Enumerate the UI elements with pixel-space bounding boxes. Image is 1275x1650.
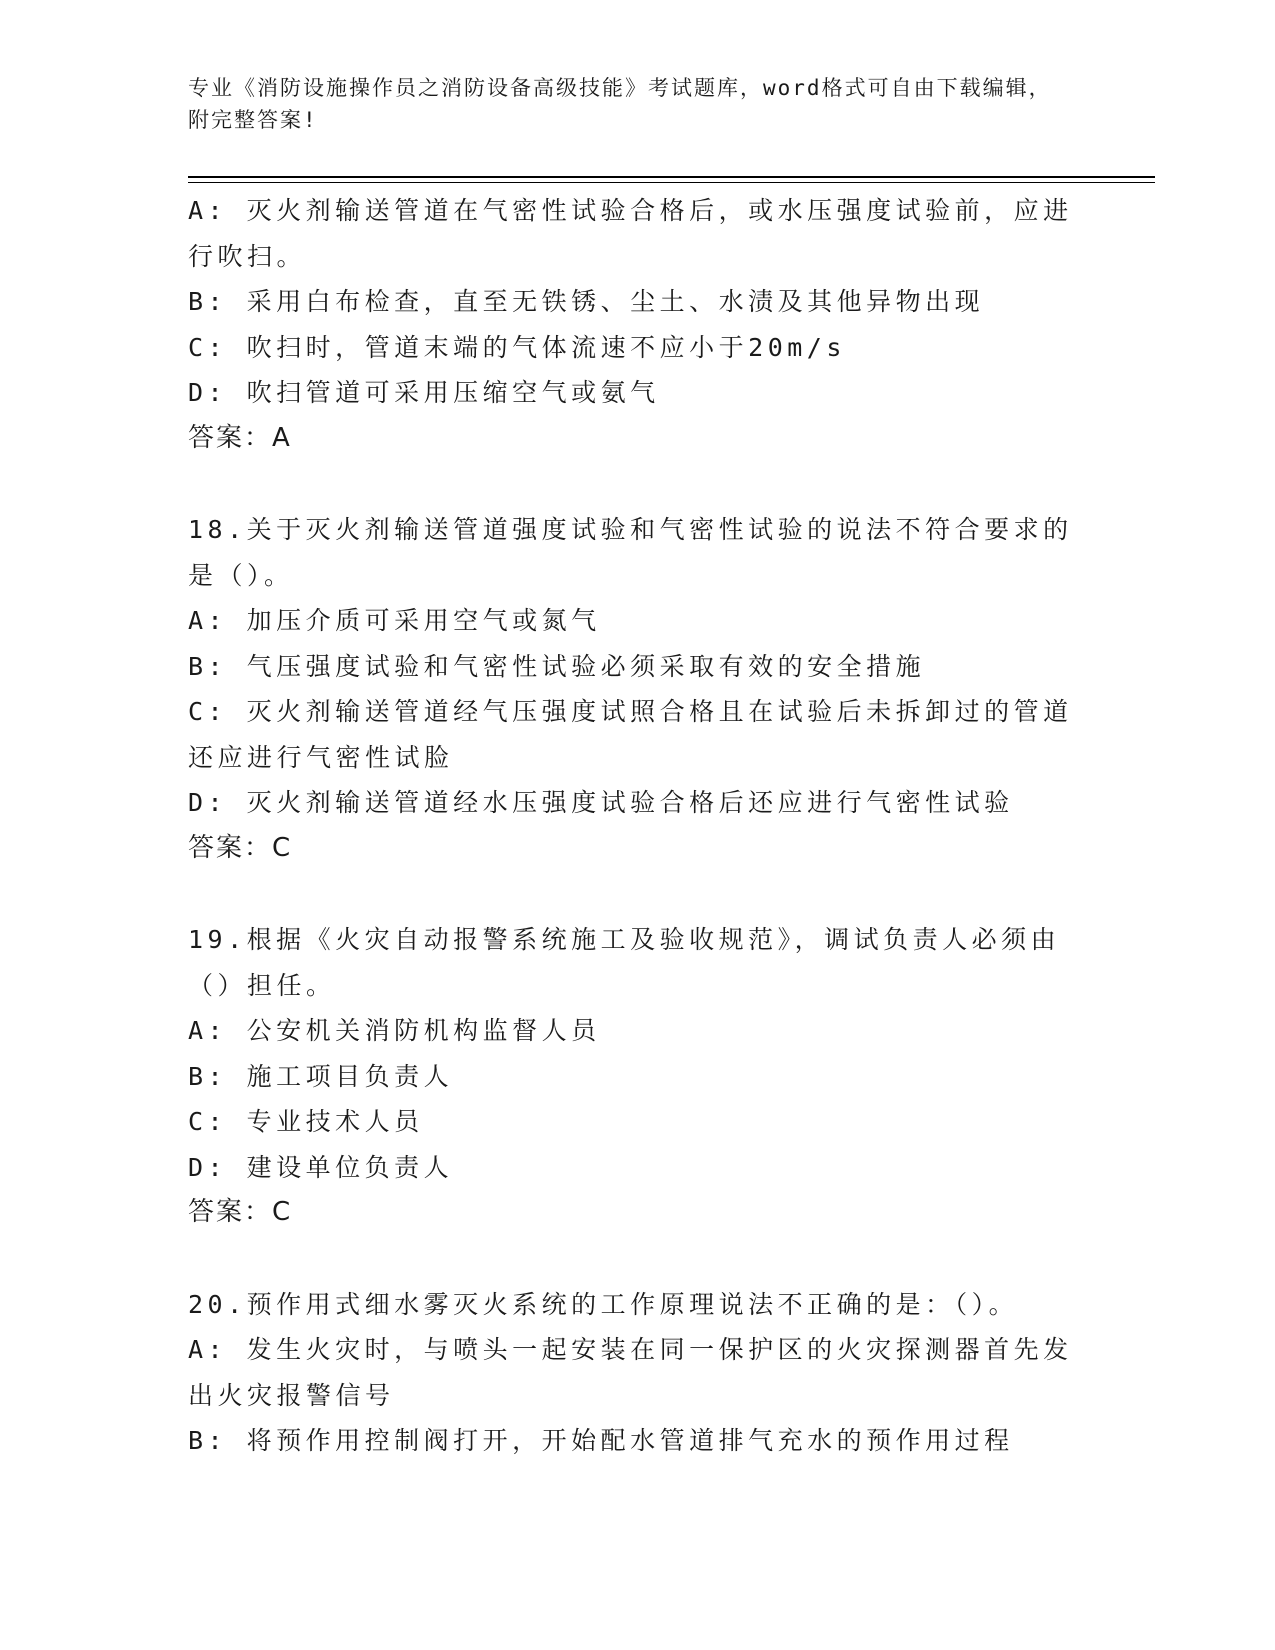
carryover-question — [188, 188, 1088, 461]
question-18 — [188, 507, 1088, 871]
option-b: B: 气压强度试验和气密性试验必须采取有效的安全措施 — [188, 651, 926, 681]
document-header: 专业《消防设施操作员之消防设备高级技能》考试题库，word格式可自由下载编辑，附完整答案! — [188, 76, 1052, 132]
answer-label: 答案：C — [188, 1197, 293, 1227]
answer-label: 答案：A — [188, 422, 292, 453]
option-a: A: 公安机关消防机构监督人员 — [188, 1016, 601, 1045]
question-stem: 18.关于灭火剂输送管道强度试验和气密性试验的说法不符合要求的是（）。 — [188, 515, 1073, 590]
question-19 — [188, 917, 1088, 1236]
option-a: A: 加压介质可采用空气或氮气 — [188, 606, 601, 635]
option-b: B: 施工项目负责人 — [188, 1061, 454, 1091]
option-a: A: 灭火剂输送管道在气密性试验合格后，或水压强度试验前，应进行吹扫。 — [188, 196, 1073, 271]
option-c: C: 灭火剂输送管道经气压强度试照合格且在试验后未拆卸过的管道还应进行气密性试脸 — [188, 697, 1073, 772]
option-c: C: 专业技术人员 — [188, 1107, 424, 1136]
option-d: D: 建设单位负责人 — [188, 1152, 454, 1182]
option-d: D: 灭火剂输送管道经水压强度试验合格后还应进行气密性试验 — [188, 788, 1014, 817]
question-stem: 20.预作用式细水雾灭火系统的工作原理说法不正确的是：（）。 — [188, 1289, 1019, 1319]
header-divider-thin — [188, 182, 1155, 183]
spacer — [188, 461, 1088, 507]
spacer — [188, 1236, 1088, 1282]
answer-label: 答案：C — [188, 832, 293, 863]
option-b: B: 将预作用控制阀打开，开始配水管道排气充水的预作用过程 — [188, 1426, 1014, 1455]
option-b: B: 采用白布检查，直至无铁锈、尘土、水渍及其他异物出现 — [188, 287, 985, 316]
option-c: C: 吹扫时，管道末端的气体流速不应小于20m/s — [188, 332, 846, 362]
question-content — [188, 188, 1088, 1464]
option-a: A: 发生火灾时，与喷头一起安装在同一保护区的火灾探测器首先发出火灾报警信号 — [188, 1335, 1073, 1410]
question-stem: 19.根据《火灾自动报警系统施工及验收规范》，调试负责人必须由（）担任。 — [188, 925, 1061, 1000]
option-d: D: 吹扫管道可采用压缩空气或氨气 — [188, 378, 660, 407]
question-20 — [188, 1282, 1088, 1464]
header-divider-thick — [188, 176, 1155, 178]
spacer — [188, 871, 1088, 917]
